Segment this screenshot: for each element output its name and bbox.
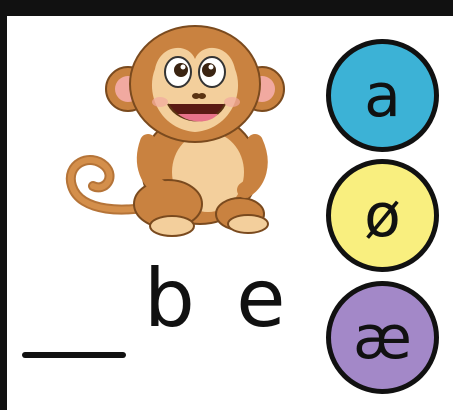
choice-a-button[interactable] bbox=[326, 39, 439, 152]
choice-a-label: a bbox=[364, 60, 401, 131]
choice-o-slash-button[interactable] bbox=[326, 159, 439, 272]
answer-blank[interactable] bbox=[22, 352, 126, 358]
choice-o-slash-label: ø bbox=[364, 180, 401, 251]
choice-ae-button[interactable] bbox=[326, 281, 439, 394]
monkey-icon bbox=[50, 14, 290, 239]
word-suffix: b e bbox=[144, 252, 294, 345]
choice-ae-label: æ bbox=[353, 302, 412, 373]
